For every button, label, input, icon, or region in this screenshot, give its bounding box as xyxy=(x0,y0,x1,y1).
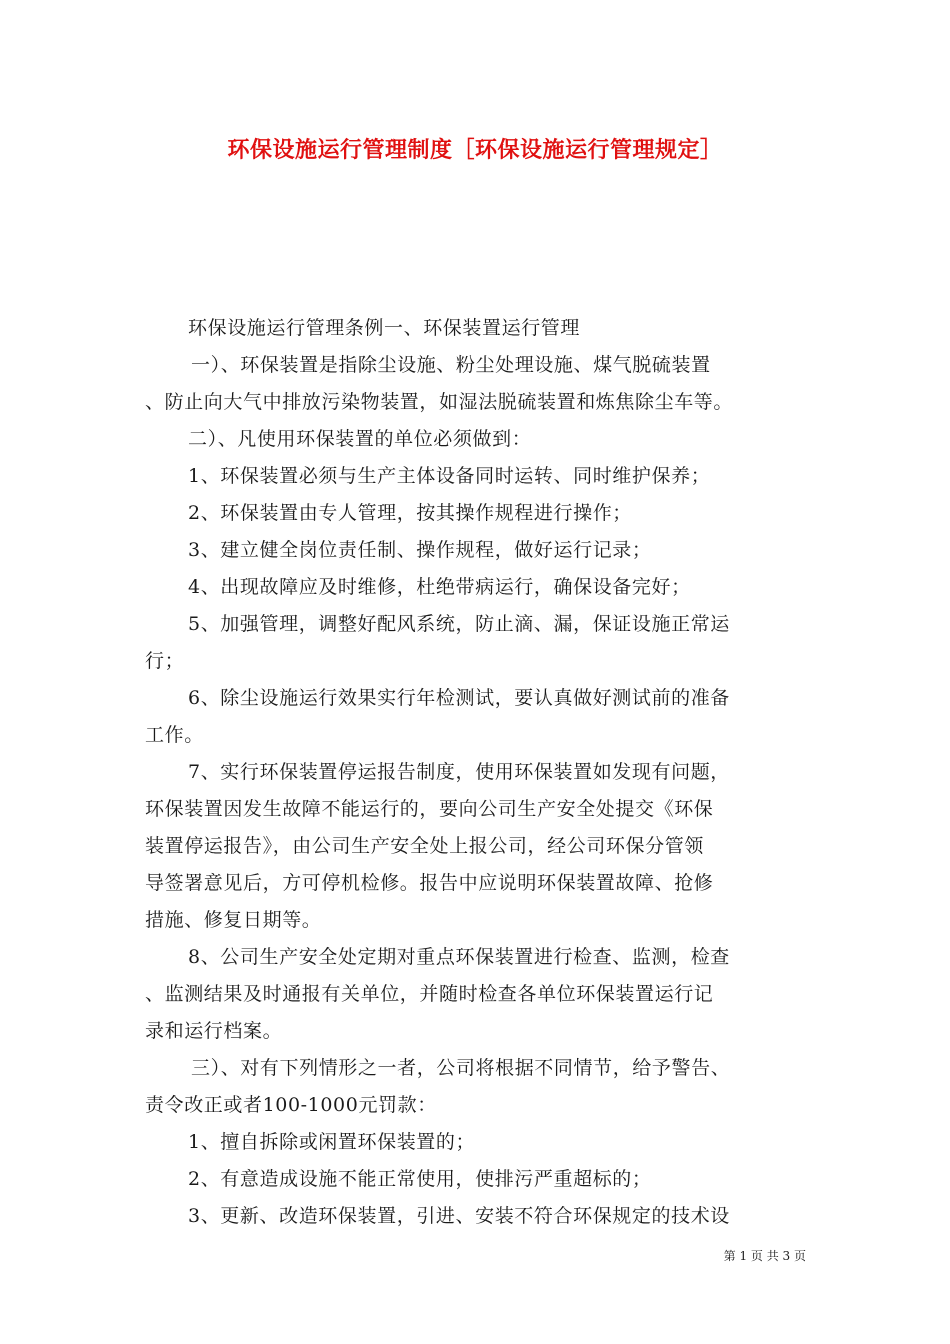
text-line: 环保装置因发生故障不能运行的，要向公司生产安全处提交《环保 xyxy=(145,798,714,820)
document-body xyxy=(145,310,815,1235)
text-line: 装置停运报告》，由公司生产安全处上报公司，经公司环保分管领 xyxy=(145,835,704,857)
text-line: 三）、对有下列情形之一者，公司将根据不同情节，给予警告、 xyxy=(191,1057,731,1079)
text-line: 、防止向大气中排放污染物装置，如湿法脱硫装置和炼焦除尘车等。 xyxy=(145,391,734,413)
text-line: 1、擅自拆除或闲置环保装置的； xyxy=(188,1131,476,1153)
text-line: 二）、凡使用环保装置的单位必须做到： xyxy=(188,428,532,450)
text-line: 3、更新、改造环保装置，引进、安装不符合环保规定的技术设 xyxy=(188,1205,730,1227)
text-line: 8、公司生产安全处定期对重点环保装置进行检查、监测，检查 xyxy=(188,946,730,968)
text-line: 行； xyxy=(145,650,185,672)
document-title: 环保设施运行管理制度［环保设施运行管理规定］ xyxy=(227,137,723,163)
page-number: 第 1 页 共 3 页 xyxy=(723,1249,806,1263)
text-line: 环保设施运行管理条例一、环保装置运行管理 xyxy=(188,317,581,339)
text-line: 2、有意造成设施不能正常使用，使排污严重超标的； xyxy=(188,1168,652,1190)
text-line: 3、建立健全岗位责任制、操作规程，做好运行记录； xyxy=(188,539,652,561)
text-line: 工作。 xyxy=(145,724,204,746)
text-line: 导签署意见后，方可停机检修。报告中应说明环保装置故障、抢修 xyxy=(145,872,714,894)
text-line: 6、除尘设施运行效果实行年检测试，要认真做好测试前的准备 xyxy=(188,687,730,709)
text-line: 录和运行档案。 xyxy=(145,1020,283,1042)
text-line: 2、环保装置由专人管理，按其操作规程进行操作； xyxy=(188,502,632,524)
text-line: 1、环保装置必须与生产主体设备同时运转、同时维护保养； xyxy=(188,465,711,487)
text-line: 7、实行环保装置停运报告制度，使用环保装置如发现有问题， xyxy=(188,761,730,783)
text-line: 责令改正或者100-1000元罚款： xyxy=(145,1094,437,1116)
text-line: 、监测结果及时通报有关单位，并随时检查各单位环保装置运行记 xyxy=(145,983,714,1005)
text-line: 4、出现故障应及时维修，杜绝带病运行，确保设备完好； xyxy=(188,576,691,598)
text-line: 措施、修复日期等。 xyxy=(145,909,322,931)
text-line: 5、加强管理，调整好配风系统，防止滴、漏，保证设施正常运 xyxy=(188,613,730,635)
text-line: 一）、环保装置是指除尘设施、粉尘处理设施、煤气脱硫装置 xyxy=(191,354,711,376)
